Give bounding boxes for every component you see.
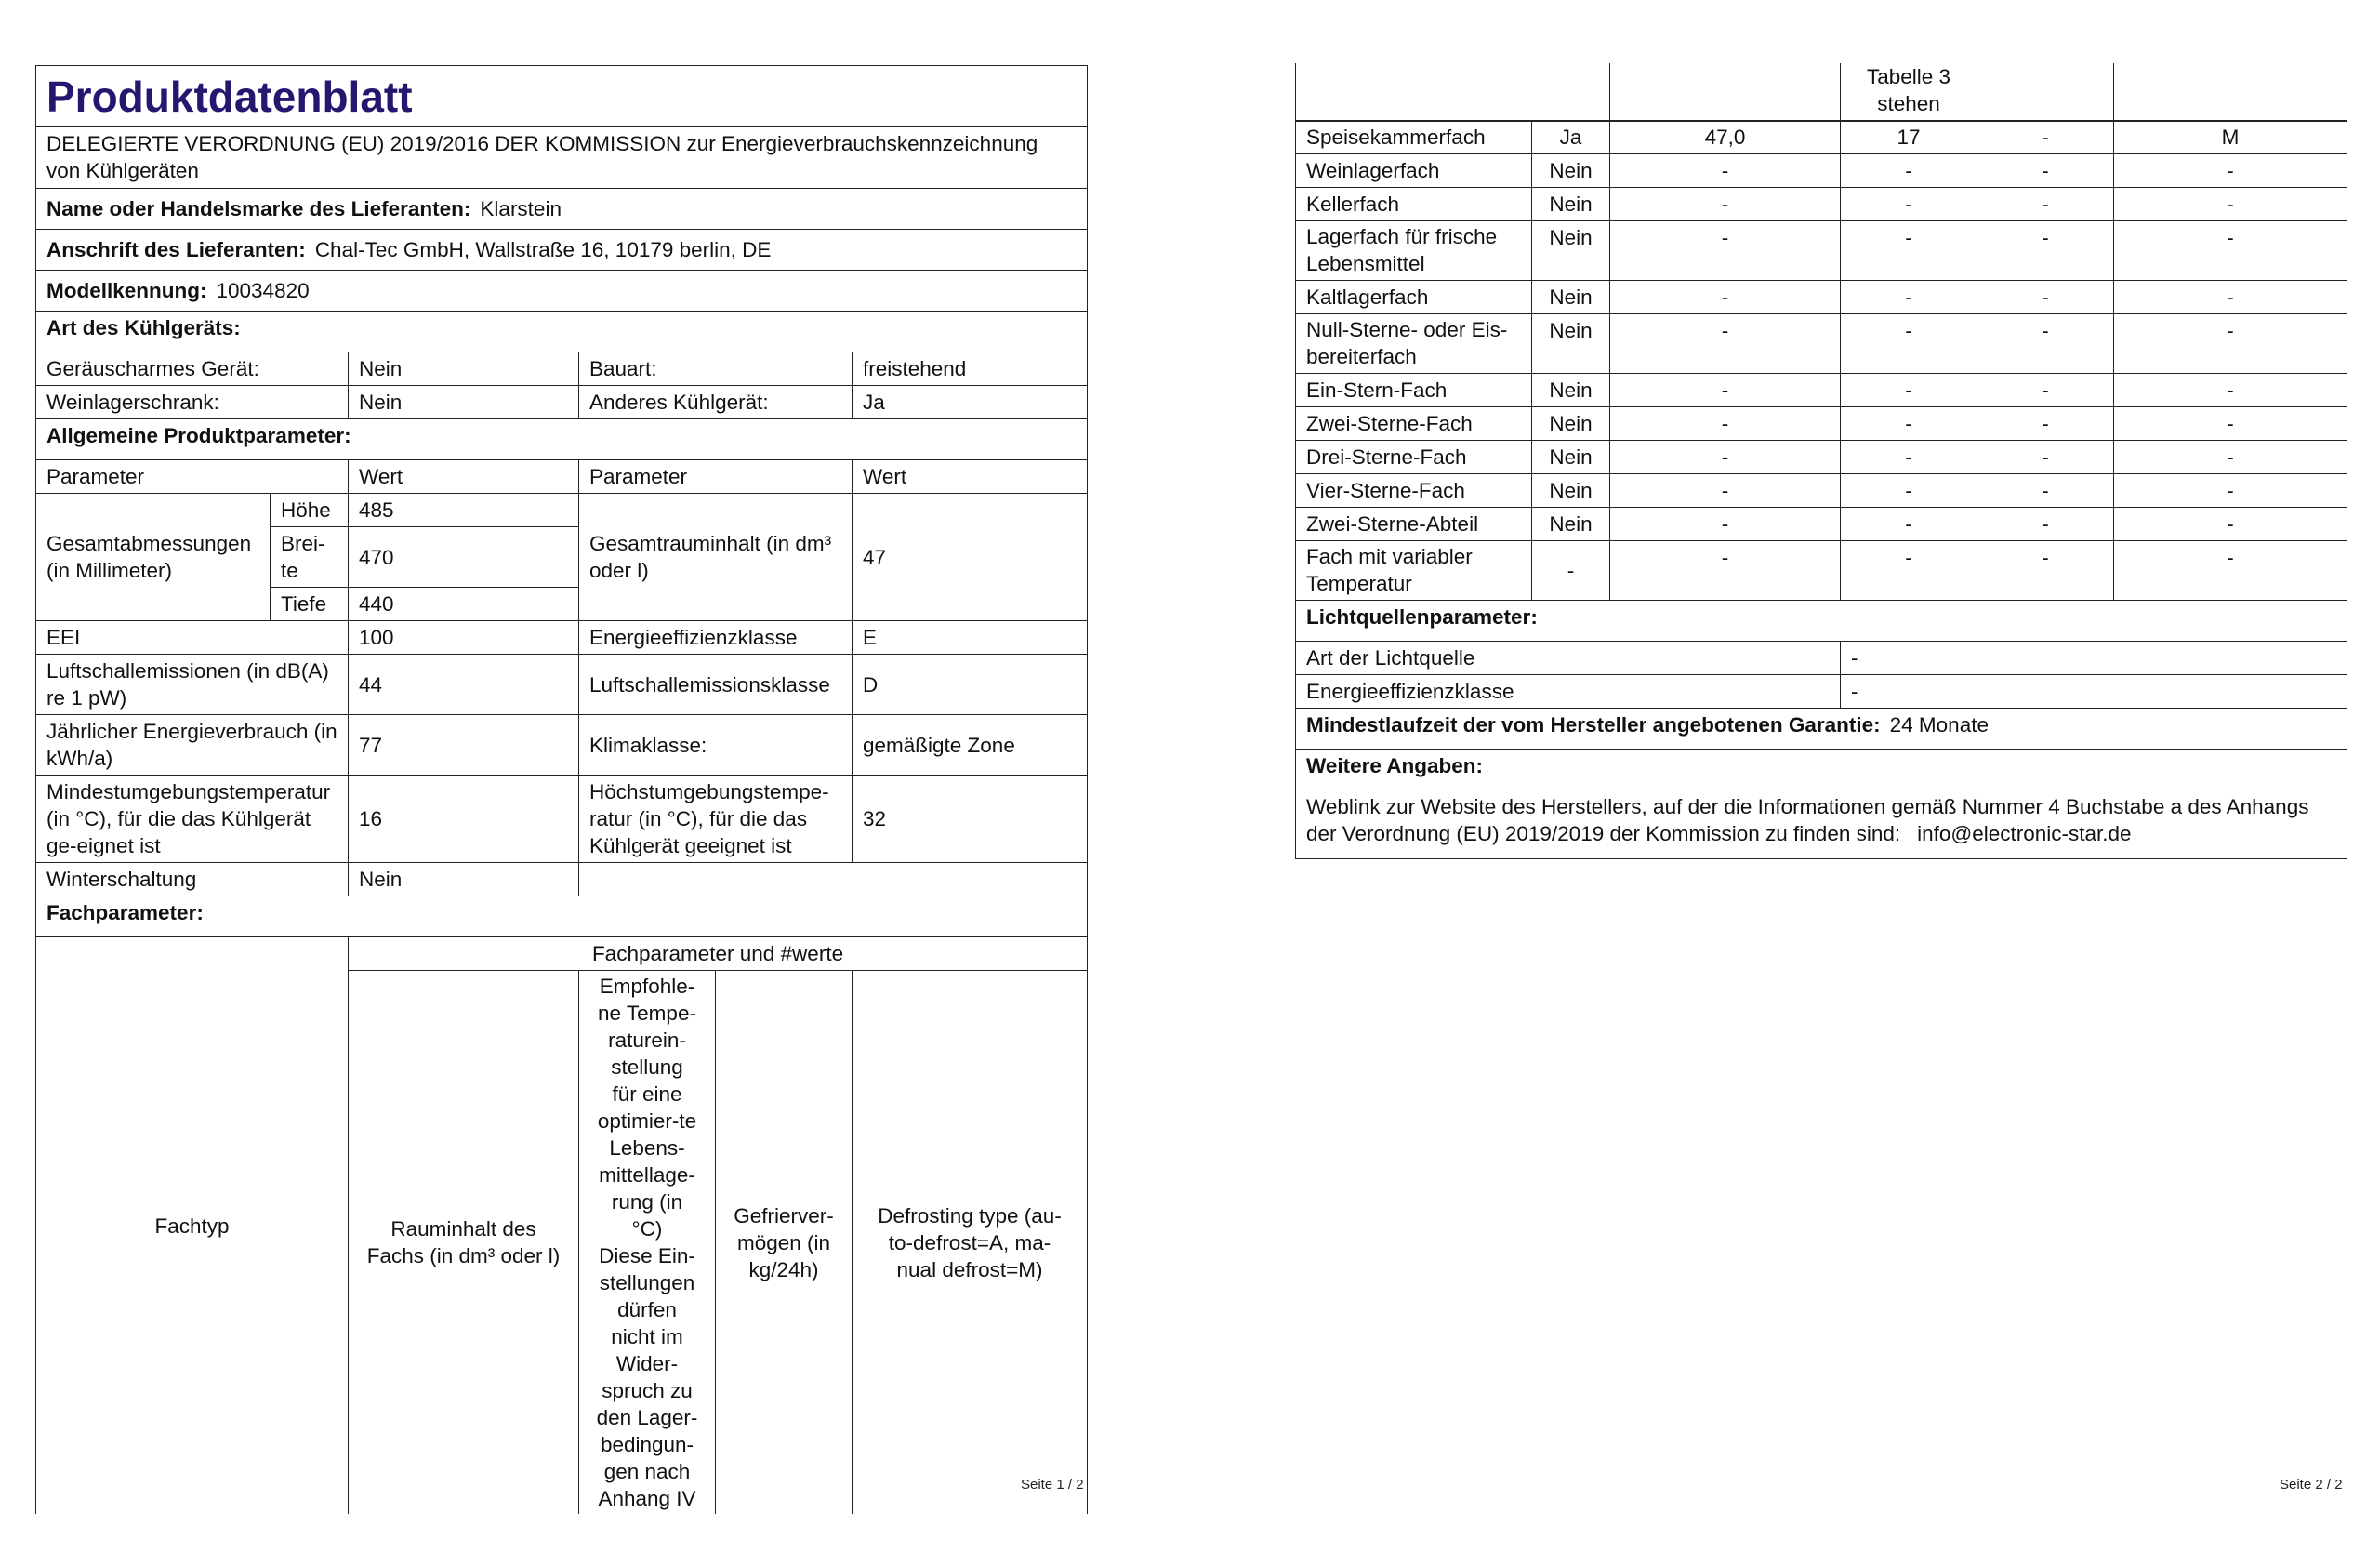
compartment-defrost: - — [2114, 440, 2347, 473]
light-class-label: Energieeffizienzklasse — [1296, 674, 1841, 708]
col-recommended-temp — [579, 971, 716, 1515]
compartment-name: Ein-Stern-Fach — [1296, 373, 1532, 406]
depth-label: Tiefe — [271, 588, 349, 621]
compartment-temp: - — [1841, 280, 1977, 313]
depth-value: 440 — [349, 588, 579, 621]
compartment-temp: - — [1841, 373, 1977, 406]
weblink-row — [1296, 790, 2347, 858]
product-datasheet-table — [35, 65, 1088, 1514]
col-recommended-temp-b: Diese Ein-stellungen dürfen nicht im Wider-spruch zu den Lager-bedingun-gen nach Anhang IV — [596, 1244, 698, 1510]
compartment-volume: - — [1610, 153, 1841, 187]
min-temp-value: 16 — [349, 776, 579, 863]
noise-label: Luftschallemissionen (in dB(A) re 1 pW) — [36, 655, 349, 715]
type-value-2: freistehend — [853, 352, 1088, 386]
compartment-present: Nein — [1532, 440, 1610, 473]
compartment-defrost: - — [2114, 280, 2347, 313]
type-value-2: Ja — [853, 386, 1088, 419]
compartment-row — [1296, 280, 2347, 313]
compartment-name: Drei-Sterne-Fach — [1296, 440, 1532, 473]
compartment-temp: - — [1841, 540, 1977, 600]
compartment-present: - — [1532, 540, 1610, 600]
compartment-present: Nein — [1532, 406, 1610, 440]
compartment-freezing: - — [1977, 220, 2114, 280]
col-fachtyp: Fachtyp — [36, 937, 349, 1515]
compartment-present: Nein — [1532, 220, 1610, 280]
address-label: Anschrift des Lieferanten: — [46, 238, 306, 261]
volume-label: Gesamtrauminhalt (in dm³ oder l) — [579, 494, 853, 621]
compartment-defrost: - — [2114, 187, 2347, 220]
compartment-defrost: - — [2114, 507, 2347, 540]
compartment-freezing: - — [1977, 507, 2114, 540]
compartment-volume: - — [1610, 406, 1841, 440]
compartment-name: Zwei-Sterne-Fach — [1296, 406, 1532, 440]
max-temp-value: 32 — [853, 776, 1088, 863]
compartment-freezing: - — [1977, 440, 2114, 473]
col-value: Wert — [349, 460, 579, 494]
compartment-defrost: - — [2114, 540, 2347, 600]
winter-label: Winterschaltung — [36, 863, 349, 896]
climate-label: Klimaklasse: — [579, 715, 853, 776]
compartment-name: Lagerfach für frische Lebensmittel — [1296, 220, 1532, 280]
continuation-text: Tabelle 3 stehen — [1841, 63, 1977, 121]
page-footer-2: Seite 2 / 2 — [2280, 1477, 2343, 1493]
compartment-volume: - — [1610, 187, 1841, 220]
compartment-volume: 47,0 — [1610, 120, 1841, 153]
compartment-volume: - — [1610, 440, 1841, 473]
compartments-continued-table — [1295, 63, 2347, 122]
compartment-row — [1296, 406, 2347, 440]
warranty-label: Mindestlaufzeit der vom Hersteller angebotenen Garantie: — [1306, 712, 1881, 737]
compartment-volume: - — [1610, 473, 1841, 507]
compartment-present: Nein — [1532, 187, 1610, 220]
width-label: Brei-te — [271, 527, 349, 588]
compartment-row — [1296, 473, 2347, 507]
noise-value: 44 — [349, 655, 579, 715]
supplier-row — [36, 189, 1088, 230]
light-class-value: - — [1841, 674, 2347, 708]
warranty-value: 24 Monate — [1889, 712, 1989, 737]
eei-value: 100 — [349, 621, 579, 655]
type-label-2: Anderes Kühlgerät: — [579, 386, 853, 419]
compartment-volume: - — [1610, 540, 1841, 600]
compartment-temp: - — [1841, 313, 1977, 373]
compartment-rows-table — [1295, 120, 2347, 859]
compartment-volume: - — [1610, 373, 1841, 406]
compartment-defrost: - — [2114, 220, 2347, 280]
noise-class-value: D — [853, 655, 1088, 715]
empty-cell — [1977, 63, 2114, 121]
weblink-value[interactable]: info@electronic-star.de — [1917, 821, 2132, 845]
compartment-defrost: M — [2114, 120, 2347, 153]
compartment-name: Kaltlagerfach — [1296, 280, 1532, 313]
compartment-freezing: - — [1977, 473, 2114, 507]
compartment-row — [1296, 187, 2347, 220]
compartment-freezing: - — [1977, 313, 2114, 373]
col-volume: Rauminhalt des Fachs (in dm³ oder l) — [349, 971, 579, 1515]
compartment-temp: - — [1841, 406, 1977, 440]
winter-value: Nein — [349, 863, 579, 896]
warranty-row — [1296, 708, 2347, 749]
max-temp-label: Höchstumgebungstempe-ratur (in °C), für die das Kühlgerät geeignet ist — [579, 776, 853, 863]
height-label: Höhe — [271, 494, 349, 527]
dimensions-label: Gesamtabmessungen (in Millimeter) — [36, 494, 271, 621]
type-value-1: Nein — [349, 352, 579, 386]
col-defrost: Defrosting type (au-to-defrost=A, ma-nual defrost=M) — [853, 971, 1088, 1515]
compartment-defrost: - — [2114, 313, 2347, 373]
height-value: 485 — [349, 494, 579, 527]
compartment-name: Zwei-Sterne-Abteil — [1296, 507, 1532, 540]
general-heading: Allgemeine Produktparameter: — [36, 419, 1088, 460]
compartment-present: Nein — [1532, 280, 1610, 313]
compartment-heading: Fachparameter: — [36, 896, 1088, 937]
compartment-defrost: - — [2114, 373, 2347, 406]
type-label-2: Bauart: — [579, 352, 853, 386]
compartment-temp: - — [1841, 440, 1977, 473]
volume-value: 47 — [853, 494, 1088, 621]
compartment-group-header: Fachparameter und #werte — [349, 937, 1088, 971]
compartment-temp: - — [1841, 220, 1977, 280]
col-parameter-2: Parameter — [579, 460, 853, 494]
compartment-freezing: - — [1977, 120, 2114, 153]
light-type-value: - — [1841, 641, 2347, 674]
compartment-temp: - — [1841, 187, 1977, 220]
model-label: Modellkennung: — [46, 279, 207, 302]
compartment-freezing: - — [1977, 406, 2114, 440]
compartment-name: Speisekammerfach — [1296, 120, 1532, 153]
page-2 — [1295, 63, 2347, 845]
weblink-text: Weblink zur Website des Herstellers, auf der die Informationen gemäß Nummer 4 Buchstabe a des Anhangs der Verordnung (EU) 2019/2019 der Kommission zu finden sind: — [1306, 794, 2309, 845]
compartment-freezing: - — [1977, 187, 2114, 220]
empty-cell — [2114, 63, 2347, 121]
model-row — [36, 271, 1088, 312]
climate-value: gemäßigte Zone — [853, 715, 1088, 776]
light-type-label: Art der Lichtquelle — [1296, 641, 1841, 674]
type-row — [36, 386, 1088, 419]
noise-class-label: Luftschallemissionsklasse — [579, 655, 853, 715]
compartment-row — [1296, 507, 2347, 540]
general-header-row — [36, 460, 1088, 494]
min-temp-label: Mindestumgebungstemperatur (in °C), für die das Kühlgerät ge-eignet ist — [36, 776, 349, 863]
type-label-1: Weinlagerschrank: — [36, 386, 349, 419]
type-label-1: Geräuscharmes Gerät: — [36, 352, 349, 386]
compartment-volume: - — [1610, 507, 1841, 540]
compartment-row — [1296, 540, 2347, 600]
compartment-temp: - — [1841, 507, 1977, 540]
compartment-defrost: - — [2114, 153, 2347, 187]
compartment-volume: - — [1610, 220, 1841, 280]
page-footer-1: Seite 1 / 2 — [1021, 1477, 1084, 1493]
type-value-1: Nein — [349, 386, 579, 419]
energy-class-value: E — [853, 621, 1088, 655]
compartment-present: Nein — [1532, 373, 1610, 406]
address-value: Chal-Tec GmbH, Wallstraße 16, 10179 berlin, DE — [314, 238, 772, 261]
compartment-freezing: - — [1977, 153, 2114, 187]
compartment-row — [1296, 120, 2347, 153]
compartment-name: Fach mit variabler Temperatur — [1296, 540, 1532, 600]
energy-class-label: Energieeffizienzklasse — [579, 621, 853, 655]
compartment-freezing: - — [1977, 373, 2114, 406]
compartment-name: Weinlagerfach — [1296, 153, 1532, 187]
col-value-2: Wert — [853, 460, 1088, 494]
empty-cell — [1296, 63, 1610, 121]
empty-cell — [579, 863, 1088, 896]
supplier-label: Name oder Handelsmarke des Lieferanten: — [46, 197, 471, 220]
compartment-volume: - — [1610, 280, 1841, 313]
col-parameter: Parameter — [36, 460, 349, 494]
col-freezing: Gefrierver-mögen (in kg/24h) — [716, 971, 853, 1515]
page-title: Produktdatenblatt — [36, 66, 1088, 127]
compartment-row — [1296, 373, 2347, 406]
col-recommended-temp-a: Empfohle-ne Tempe-raturein-stellung für eine optimier-te Lebens-mittellage-rung (in °C) — [597, 975, 697, 1241]
address-row — [36, 230, 1088, 271]
consumption-value: 77 — [349, 715, 579, 776]
compartment-present: Ja — [1532, 120, 1610, 153]
compartment-present: Nein — [1532, 313, 1610, 373]
compartment-freezing: - — [1977, 540, 2114, 600]
compartment-temp: 17 — [1841, 120, 1977, 153]
compartment-row — [1296, 440, 2347, 473]
compartment-temp: - — [1841, 153, 1977, 187]
compartment-name: Vier-Sterne-Fach — [1296, 473, 1532, 507]
regulation-text: DELEGIERTE VERORDNUNG (EU) 2019/2016 DER KOMMISSION zur Energieverbrauchskennzeichnung von Kühlgeräten — [36, 127, 1088, 189]
compartment-present: Nein — [1532, 473, 1610, 507]
compartment-present: Nein — [1532, 153, 1610, 187]
compartment-present: Nein — [1532, 507, 1610, 540]
compartment-volume: - — [1610, 313, 1841, 373]
compartment-name: Null-Sterne- oder Eis-bereiterfach — [1296, 313, 1532, 373]
type-row — [36, 352, 1088, 386]
light-heading: Lichtquellenparameter: — [1296, 600, 2347, 641]
compartment-temp: - — [1841, 473, 1977, 507]
compartment-row — [1296, 220, 2347, 280]
model-value: 10034820 — [216, 279, 310, 302]
further-heading: Weitere Angaben: — [1296, 749, 2347, 790]
compartment-row — [1296, 313, 2347, 373]
compartment-name: Kellerfach — [1296, 187, 1532, 220]
compartment-defrost: - — [2114, 473, 2347, 507]
supplier-value: Klarstein — [480, 197, 562, 220]
eei-label: EEI — [36, 621, 349, 655]
width-value: 470 — [349, 527, 579, 588]
type-heading: Art des Kühlgeräts: — [36, 312, 1088, 352]
compartment-freezing: - — [1977, 280, 2114, 313]
empty-cell — [1610, 63, 1841, 121]
consumption-label: Jährlicher Energieverbrauch (in kWh/a) — [36, 715, 349, 776]
compartment-row — [1296, 153, 2347, 187]
compartment-defrost: - — [2114, 406, 2347, 440]
